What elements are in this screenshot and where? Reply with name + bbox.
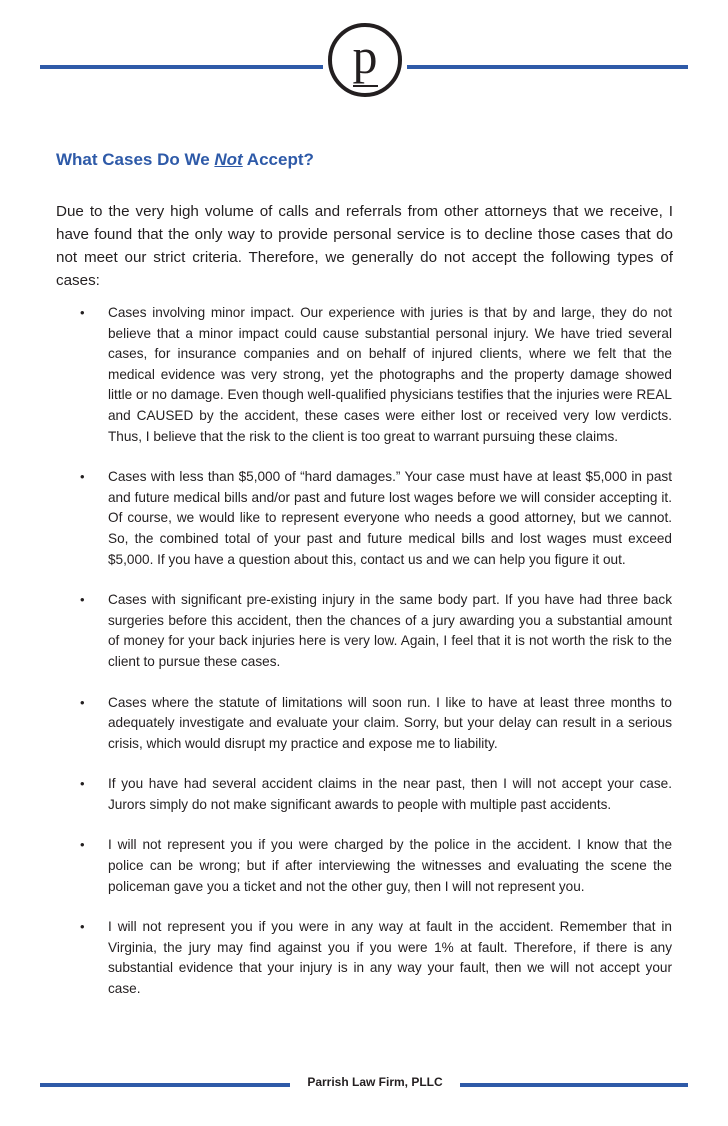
title-before: What Cases Do We — [56, 150, 215, 169]
list-item — [80, 917, 672, 999]
list-item — [80, 590, 672, 672]
list-item-text: If you have had several accident claims in the near past, then I will not accept your case. Jurors simply do not make significant awards to people with multiple past accidents. — [108, 776, 672, 812]
header-rule-right — [407, 65, 688, 69]
footer-rule-right — [460, 1083, 688, 1087]
bullet-icon: • — [80, 592, 85, 608]
logo-letter: p — [352, 28, 378, 84]
list-item — [80, 835, 672, 897]
list-item — [80, 467, 672, 570]
bullet-icon: • — [80, 776, 85, 792]
list-item — [80, 303, 672, 447]
list-item — [80, 693, 672, 755]
list-item-text: Cases where the statute of limitations will soon run. I like to have at least three months to adequately investigate and evaluate your claim. Sorry, but your delay can result in a serious crisis, which would disrupt my practice and expose me to liability. — [108, 694, 672, 751]
bullet-icon: • — [80, 469, 85, 485]
bullet-icon: • — [80, 837, 85, 853]
list-item — [80, 774, 672, 815]
firm-logo-icon — [328, 23, 402, 97]
list-item-text: I will not represent you if you were in any way at fault in the accident. Remember that in Virginia, the jury may find against you if you were 1% at fault. Therefore, if there is any substantial evidence that your injury is in any way your fault, then we will not accept your case. — [108, 919, 672, 997]
title-after: Accept? — [242, 150, 314, 169]
bullet-icon: • — [80, 694, 85, 710]
intro-paragraph: Due to the very high volume of calls and referrals from other attorneys that we receive, I have found that the only way to provide personal service is to decline those cases that do not meet our strict criteria. Therefore, we generally do not accept the following types of cases: — [56, 203, 673, 289]
title-emphasis: Not — [214, 150, 243, 169]
page-title — [56, 150, 314, 170]
footer-firm-name: Parrish Law Firm, PLLC — [307, 1075, 443, 1089]
logo-underline — [353, 85, 378, 87]
list-item-text: Cases involving minor impact. Our experience with juries is that by and large, they do not believe that a minor impact could cause substantial personal injury. We have tried several cases, for insurance companies and on behalf of injured clients, where we felt that the medical evidence was very strong, yet the photographs and the property damage showed little or no damage. Even though well-qualified physicians testifies that the injuries were REAL and CAUSED by the accident, these cases were either lost or received very low verdicts. Thus, I believe that the risk to the client is too great to warrant pursuing these claims. — [108, 305, 672, 444]
case-list — [80, 303, 672, 1020]
list-item-text: Cases with less than $5,000 of “hard damages.” Your case must have at least $5,000 in past and future medical bills and/or past and future lost wages before we will consider accepting it. Of course, we would like to represent everyone who needs a good attorney, but we cannot. So, the combined total of your past and future medical bills and lost wages must exceed $5,000. If you have a question about this, contact us and we can help you figure it out. — [108, 469, 672, 567]
list-item-text: Cases with significant pre-existing injury in the same body part. If you have had three back surgeries before this accident, then the chances of a jury awarding you a substantial amount of money for your back injuries here is very low. Again, I feel that it is not worth the risk to the client to pursue these cases. — [108, 592, 672, 669]
list-item-text: I will not represent you if you were charged by the police in the accident. I know that the police can be wrong; but if after interviewing the witnesses and evaluating the scene the policeman gave you a ticket and not the other guy, then I will not represent you. — [108, 837, 672, 894]
footer-rule-left — [40, 1083, 290, 1087]
header-rule-left — [40, 65, 323, 69]
bullet-icon: • — [80, 305, 85, 320]
bullet-icon: • — [80, 919, 85, 935]
